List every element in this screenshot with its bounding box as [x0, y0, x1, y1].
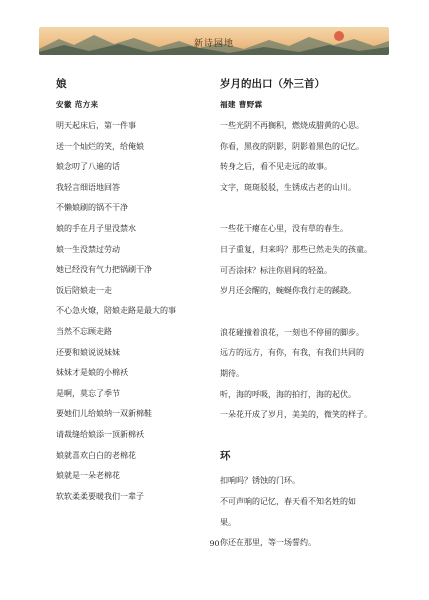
poem-title: 岁月的出口（外三首）	[220, 78, 325, 90]
poem-line: 扣响吗？锈蚀的门环。	[220, 476, 300, 486]
poem-line: 听，海的呼吸，海的拍打，海的起伏。	[220, 389, 356, 399]
poem-line: 不心急火燎，陪娘走路是最大的事	[56, 306, 176, 316]
stanza-gap	[220, 199, 400, 220]
right-column	[220, 76, 400, 554]
poem-author: 安徽 范方来	[56, 100, 99, 109]
poem-line: 不懒娘刷的锅不干净	[56, 203, 128, 213]
poem-line: 一些花干瘪在心里，没有草的春生。	[220, 224, 348, 234]
poem-line: 娘念叨了八遍的话	[56, 162, 120, 172]
poem-line: 一些光阴不再搁积，燃烧成腊黄的心思。	[220, 121, 364, 130]
poem-line: 可否涂抹？标注你眉间的轻盈。	[220, 265, 332, 275]
poem-line: 娘就喜欢白白的老棉花	[56, 450, 136, 460]
poem-line: 果。	[220, 517, 236, 527]
poem-line: 我轻言细语地回答	[56, 182, 120, 192]
poem-line: 日子重复，归来吗？那些已然走失的孩童。	[220, 245, 372, 255]
poem-line: 是啊，莫忘了季节	[56, 388, 120, 398]
poem-line: 岁月还会醒的，蜿蜒你我行走的蹊跷。	[220, 286, 356, 296]
poem-line: 要她们儿给娘纳一双新棉鞋	[56, 409, 152, 419]
left-column	[56, 76, 236, 507]
poem-line: 远方的远方，有你，有我，有我们共同的	[220, 348, 364, 358]
poem-line: 文字，斑斑驳驳，生锈成古老的山川。	[220, 183, 356, 193]
poem-line: 软软柔柔要暖我们一辈子	[56, 491, 144, 501]
poem-title: 娘	[56, 78, 67, 90]
poem-line: 一朵花开成了岁月，美美的，微笑的样子。	[220, 410, 372, 420]
page-number: 90	[209, 539, 220, 548]
poem-line: 娘就是一朵老棉花	[56, 471, 120, 481]
poem-line: 你看，黑夜的阴影，阴影着黑色的记忆。	[220, 141, 364, 151]
poem-line: 妹妹才是娘的小棉袄	[56, 368, 128, 378]
poem-stanzas	[220, 116, 400, 426]
poem-author: 福建 曹野霖	[220, 100, 263, 109]
poem-lines	[56, 116, 236, 507]
header-banner	[39, 27, 389, 55]
poem-line: 娘的手在月子里没禁水	[56, 223, 136, 233]
poem-line: 饭后陪娘走一走	[56, 285, 112, 295]
poem-line: 你还在那里，等一场誓约。	[220, 538, 316, 548]
poem-line: 娘一生没禁过劳动	[56, 244, 120, 254]
poem-line: 请裁缝给娘添一顶新棉袄	[56, 429, 144, 439]
poem-line: 送一个灿烂的笑，给俺娘	[56, 141, 144, 151]
poem-line: 转身之后，看不见走远的故事。	[220, 162, 332, 172]
header-title: 新诗园地	[193, 39, 234, 49]
poem-line: 期待。	[220, 369, 244, 379]
poem-line: 明天起床后，第一件事	[56, 121, 136, 130]
poem-line: 不可声响的记忆，春天看不知名姓的如	[220, 496, 356, 506]
poem-line: 当然不忘顾走路	[56, 326, 112, 336]
poem-line: 浪花碰撞着浪花，一刻也不停留的脚步。	[220, 327, 364, 337]
poem-title-2: 环	[220, 450, 231, 463]
stanza-gap	[220, 302, 400, 323]
poem-line: 她已经没有气力把锅刷干净	[56, 265, 152, 275]
poem-line: 还要和娘说说妹妹	[56, 347, 120, 357]
